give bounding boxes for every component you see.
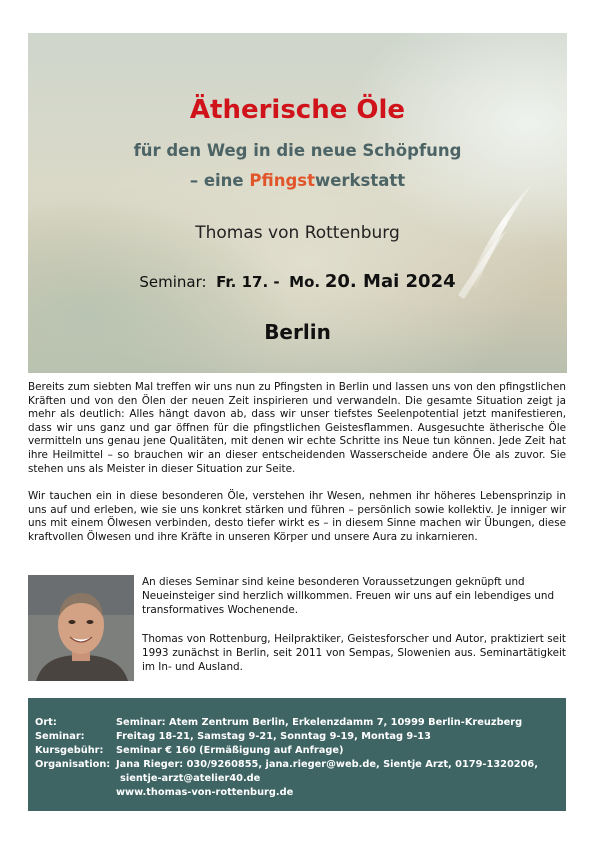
description-paragraph: Wir tauchen ein in diese besonderen Öle, verstehen ihr Wesen, nehmen ihr höheres Lebensprinzip in uns auf und erleben, wie sie uns konkret stärken und führen – persönlich sowie kollektiv. Je inniger wir uns mit einem Ölwesen verbinden, desto tiefer wirkt es – in diesem Sinne machen wir Übungen, diese kraftvollen Ölwesen und ihre Kräfte in unseren Körper und unsere Aura zu inkarnieren. xyxy=(28,490,566,543)
info-value: Jana Rieger: 030/9260855, jana.rieger@web.de, Sientje Arzt, 0179-1320206, xyxy=(116,759,538,770)
info-row-organisation xyxy=(28,759,566,773)
info-value: Freitag 18-21, Samstag 9-21, Sonntag 9-19, Montag 9-13 xyxy=(116,731,431,742)
date-label: Seminar: xyxy=(139,273,207,291)
info-label: Ort: xyxy=(35,717,57,728)
info-label: Organisation: xyxy=(35,759,111,770)
subtitle-suffix: werkstatt xyxy=(314,171,406,190)
info-row-schedule xyxy=(28,731,566,745)
author-name: Thomas von Rottenburg xyxy=(195,223,400,243)
website-link[interactable]: www.thomas-von-rottenburg.de xyxy=(116,787,294,798)
info-box xyxy=(28,698,566,811)
date-from: Fr. 17. - xyxy=(216,273,280,291)
subtitle-prefix: – eine xyxy=(189,171,250,190)
seminar-date xyxy=(28,271,567,292)
author-photo xyxy=(28,575,134,681)
page-title: Ätherische Öle xyxy=(189,95,406,125)
info-value: Seminar: Atem Zentrum Berlin, Erkelenzdamm 7, 10999 Berlin-Kreuzberg xyxy=(116,717,523,728)
subtitle: für den Weg in die neue Schöpfung xyxy=(133,141,462,160)
email-link[interactable]: sientje-arzt@atelier40.de xyxy=(120,773,261,784)
subtitle-accent: Pfingst xyxy=(249,171,315,190)
subtitle-workshop xyxy=(28,171,567,190)
info-row-location xyxy=(28,717,566,731)
info-label: Kursgebühr: xyxy=(35,745,104,756)
author-bio: Thomas von Rottenburg, Heilpraktiker, Geistesforscher und Autor, praktiziert seit 1993 zunächst in Berlin, seit 2011 von Sempas, Slowenien aus. Seminartätigkeit im In- und Ausland. xyxy=(142,633,566,673)
date-to-day: Mo. xyxy=(289,273,321,291)
city: Berlin xyxy=(264,320,331,344)
intro-paragraph: Bereits zum siebten Mal treffen wir uns nun zu Pfingsten in Berlin und lassen uns von den pfingstlichen Kräften und von den Ölen der neuen Zeit inspirieren und verwandeln. Die gesamte Situation zeigt ja mehr als deutlich: Alles hängt davon ab, dass wir unser tiefstes Seelenpotential jetzt manifestieren, dass wir uns ganz und gar öffnen für die pfingstlichen Geistesflammen. Ausgesuchte ätherische Öle vermitteln uns genau jene Qualitäten, mit denen wir echte Schritte ins Neue tun können. Jede Zeit hat ihre Heilmittel – so brauchen wir an dieser entscheidenden Wasserscheide andere Öle als zuvor. Sie stehen uns als Meister in dieser Situation zur Seite. xyxy=(28,381,566,475)
info-row-fee xyxy=(28,745,566,759)
date-to: 20. Mai 2024 xyxy=(324,271,456,292)
info-value: Seminar € 160 (Ermäßigung auf Anfrage) xyxy=(116,745,344,756)
prerequisites-paragraph: An dieses Seminar sind keine besonderen Voraussetzungen geknüpft und Neueinsteiger sind herzlich willkommen. Freuen wir uns auf ein lebendiges und transformatives Wochenende. xyxy=(142,576,555,616)
info-label: Seminar: xyxy=(35,731,85,742)
hero-banner xyxy=(28,33,567,373)
info-row-website xyxy=(28,787,566,801)
info-row-email xyxy=(28,773,566,787)
